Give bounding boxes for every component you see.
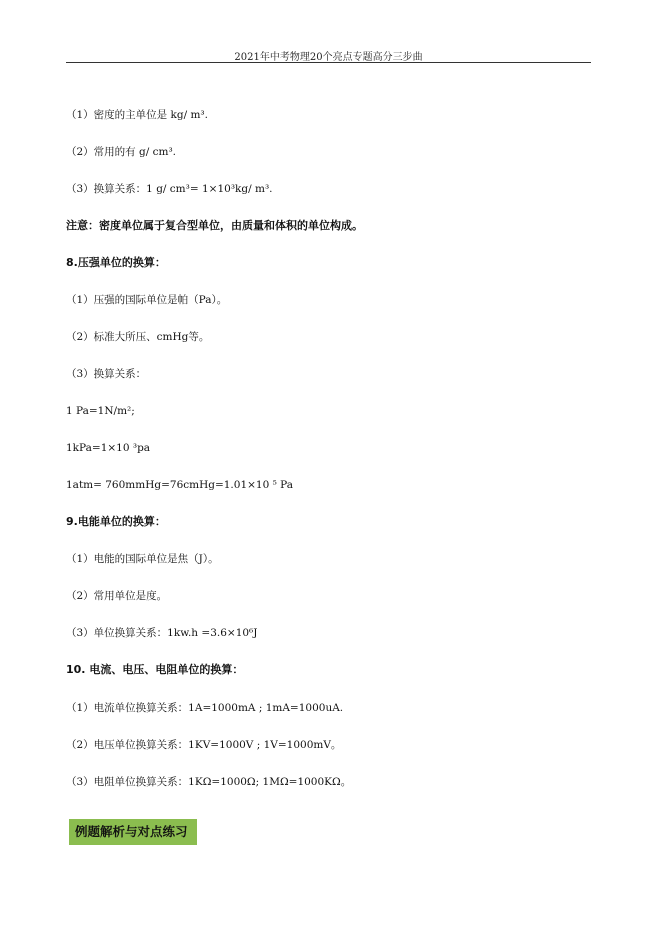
pressure-item-1: （1）压强的国际单位是帕（Pa）。 — [66, 294, 228, 306]
example-section-title: 例题解析与对点练习 — [69, 819, 197, 845]
pressure-item-2: （2）标准大所压、cmHg等。 — [66, 331, 210, 343]
electric-item-3: （3）电阻单位换算关系：1KΩ=1000Ω; 1MΩ=1000KΩ。 — [66, 776, 352, 788]
header-divider — [66, 62, 591, 63]
density-item-2: （2）常用的有 g/ cm³. — [66, 146, 176, 158]
pressure-eq-1: 1 Pa=1N/m²; — [66, 405, 135, 417]
energy-item-1: （1）电能的国际单位是焦（J）。 — [66, 553, 219, 565]
pressure-eq-2: 1kPa=1×10 ³pa — [66, 442, 151, 454]
electric-item-1: （1）电流单位换算关系：1A=1000mA ; 1mA=1000uA. — [66, 702, 344, 714]
energy-heading: 9.电能单位的换算： — [66, 515, 166, 528]
electric-heading: 10. 电流、电压、电阻单位的换算： — [66, 663, 244, 676]
density-item-3: （3）换算关系：1 g/ cm³= 1×10³kg/ m³. — [66, 183, 273, 195]
pressure-eq-3: 1atm= 760mmHg=76cmHg=1.01×10 ⁵ Pa — [66, 479, 294, 491]
energy-item-2: （2）常用单位是度。 — [66, 590, 168, 602]
page-header: 2021年中考物理20个亮点专题高分三步曲 — [234, 52, 423, 63]
pressure-heading: 8.压强单位的换算： — [66, 256, 166, 269]
density-note: 注意：密度单位属于复合型单位，由质量和体积的单位构成。 — [66, 219, 363, 232]
density-item-1: （1）密度的主单位是 kg/ m³. — [66, 109, 208, 121]
electric-item-2: （2）电压单位换算关系：1KV=1000V ; 1V=1000mV。 — [66, 739, 342, 751]
energy-item-3: （3）单位换算关系：1kw.h =3.6×10⁶J — [66, 627, 258, 639]
pressure-item-3: （3）换算关系： — [66, 368, 147, 380]
